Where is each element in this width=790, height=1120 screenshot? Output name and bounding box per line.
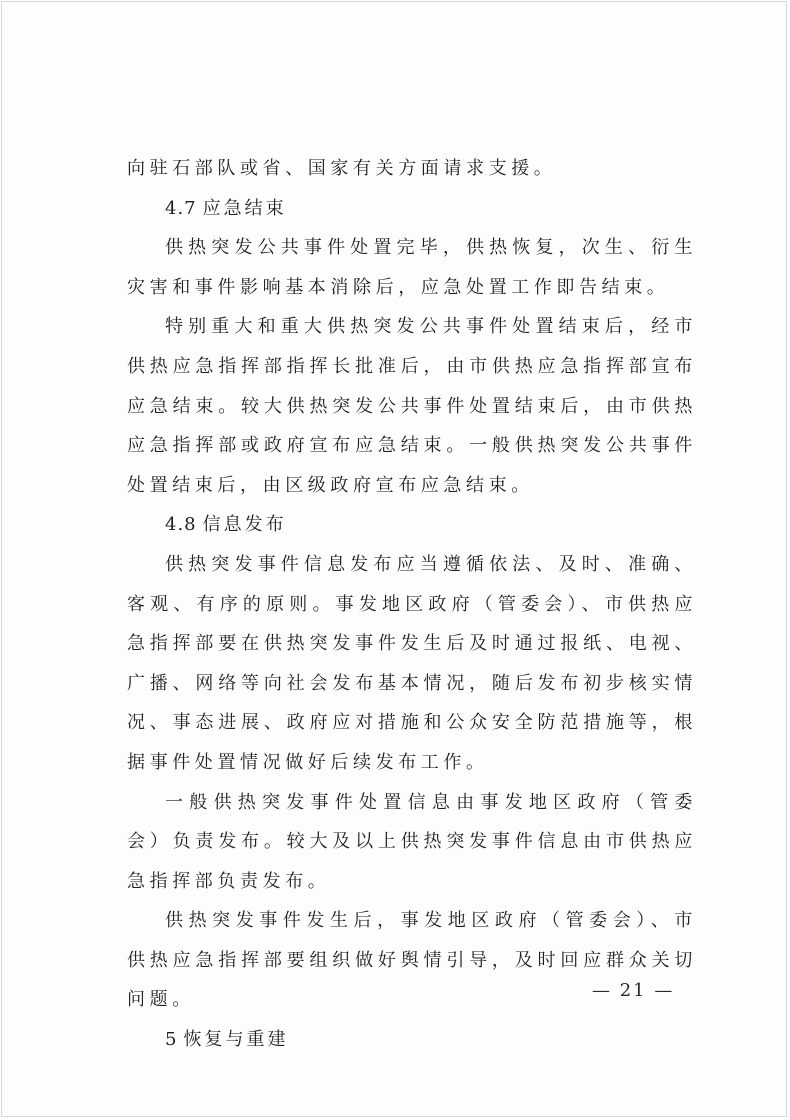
section-number: 4.8 [165, 514, 197, 536]
section-title: 信息发布 [202, 514, 287, 536]
section-number: 4.7 [165, 197, 197, 219]
section-number: 5 [165, 1029, 178, 1051]
document-page [1, 1, 787, 1117]
section-heading-4-8 [127, 505, 697, 545]
paragraph: 供热突发事件信息发布应当遵循依法、及时、准确、客观、有序的原则。事发地区政府（管委会）、市供热应急指挥部要在供热突发事件发生后及时通过报纸、电视、广播、网络等向社会发布基本情况，随后发布初步核实情况、事态进展、政府应对措施和公众安全防范措施等，根据事件处置情况做好后续发布工作。 [127, 553, 697, 773]
paragraph: 一般供热突发事件处置信息由事发地区政府（管委会）负责发布。较大及以上供热突发事件信息由市供热应急指挥部负责发布。 [127, 791, 697, 892]
section-heading-4-7 [127, 189, 697, 229]
section-heading-5 [127, 1020, 697, 1060]
paragraph: 特别重大和重大供热突发公共事件处置结束后，经市供热应急指挥部指挥长批准后，由市供热应急指挥部宣布应急结束。较大供热突发公共事件处置结束后，由市供热应急指挥部或政府宣布应急结束。一般供热突发公共事件处置结束后，由区级政府宣布应急结束。 [127, 316, 697, 496]
document-body [127, 149, 697, 1060]
section-title: 应急结束 [202, 197, 287, 219]
page-number: — 21 — [592, 980, 675, 1001]
paragraph: 供热突发公共事件处置完毕，供热恢复，次生、衍生灾害和事件影响基本消除后，应急处置工作即告结束。 [127, 237, 697, 298]
section-title: 恢复与重建 [183, 1029, 289, 1051]
paragraph: 供热突发事件发生后，事发地区政府（管委会）、市供热应急指挥部要组织做好舆情引导，及时回应群众关切问题。 [127, 910, 697, 1011]
paragraph-continued: 向驻石部队或省、国家有关方面请求支援。 [127, 158, 557, 179]
